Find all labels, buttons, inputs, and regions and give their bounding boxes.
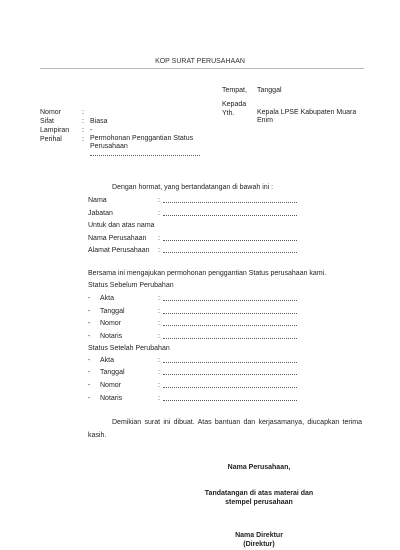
status-field-label: Akta xyxy=(100,294,115,302)
applicant-field-label: Alamat Perusahaan xyxy=(88,246,150,254)
closing-paragraph: Demikian surat ini dibuat. Atas bantuan dan kerjasamanya, diucapkan terima kasih. xyxy=(88,418,362,439)
list-bullet: - xyxy=(88,307,91,315)
letterhead-divider xyxy=(40,68,364,69)
status-field-colon: : xyxy=(158,394,160,402)
letter-number-label: Nomor xyxy=(40,108,62,116)
fill-line xyxy=(163,325,297,326)
applicant-field-row xyxy=(88,221,300,230)
list-bullet: - xyxy=(88,381,91,389)
letter-nature-label: Sifat xyxy=(40,117,55,125)
fill-line xyxy=(163,400,297,401)
list-bullet: - xyxy=(88,368,91,376)
status-before-row xyxy=(88,319,300,328)
letter-attachment-row xyxy=(40,126,215,135)
applicant-field-colon: : xyxy=(158,234,160,242)
applicant-field-row xyxy=(88,234,300,243)
letter-subject-row xyxy=(40,134,215,151)
list-bullet: - xyxy=(88,394,91,402)
recipient-honorific: Yth. xyxy=(222,109,235,117)
status-before-row xyxy=(88,294,300,303)
letter-subject-value: Permohonan Penggantian Status Perusahaan xyxy=(90,134,194,151)
fill-line xyxy=(163,240,297,241)
signature-company: Nama Perusahaan, xyxy=(227,463,291,471)
applicant-field-colon: : xyxy=(158,209,160,217)
date-label: Tanggal xyxy=(257,86,282,94)
applicant-field-row xyxy=(88,246,300,255)
status-field-colon: : xyxy=(158,319,160,327)
recipient-to-label: Kepada xyxy=(222,100,247,108)
letter-nature-colon: : xyxy=(82,117,84,125)
fill-line xyxy=(163,300,297,301)
fill-line xyxy=(163,202,297,203)
letter-nature-row xyxy=(40,117,215,126)
status-field-label: Notaris xyxy=(100,332,123,340)
fill-line xyxy=(163,252,297,253)
status-after-row xyxy=(88,356,300,365)
status-field-colon: : xyxy=(158,294,160,302)
place-label: Tempat, xyxy=(222,86,247,94)
letter-attachment-value: - xyxy=(90,126,93,134)
status-field-colon: : xyxy=(158,332,160,340)
opening-sentence: Dengan hormat, yang bertandatangan di bawah ini : xyxy=(112,183,274,191)
fill-line xyxy=(163,338,297,339)
status-field-label: Tanggal xyxy=(100,307,125,315)
list-bullet: - xyxy=(88,294,91,302)
applicant-field-label: Nama xyxy=(88,196,107,204)
request-sentence: Bersama ini mengajukan permohonan penggantian Status perusahaan kami. xyxy=(88,269,327,277)
fill-line xyxy=(163,374,297,375)
letter-attachment-label: Lampiran xyxy=(40,126,70,134)
status-field-colon: : xyxy=(158,307,160,315)
signature-director-title: (Direktur) xyxy=(243,540,275,548)
status-after-row xyxy=(88,368,300,377)
recipient-name: Kepala LPSE Kabupaten Muara Enim xyxy=(257,108,357,124)
applicant-field-colon: : xyxy=(158,246,160,254)
status-after-row xyxy=(88,394,300,403)
fill-line xyxy=(163,387,297,388)
fill-line xyxy=(163,313,297,314)
status-after-row xyxy=(88,381,300,390)
list-bullet: - xyxy=(88,356,91,364)
status-before-row xyxy=(88,332,300,341)
applicant-field-row xyxy=(88,196,300,205)
status-field-label: Akta xyxy=(100,356,115,364)
status-before-row xyxy=(88,307,300,316)
letter-number-colon: : xyxy=(82,108,84,116)
status-field-label: Tanggal xyxy=(100,368,125,376)
letter-subject-colon: : xyxy=(82,135,84,143)
list-bullet: - xyxy=(88,332,91,340)
subject-fill-line xyxy=(90,155,200,156)
status-field-colon: : xyxy=(158,368,160,376)
signature-note: Tandatangan di atas materai dan stempel perusahaan xyxy=(204,489,314,506)
applicant-field-label: Nama Perusahaan xyxy=(88,234,147,242)
letter-subject-label: Perihal xyxy=(40,135,62,143)
status-field-label: Nomor xyxy=(100,319,122,327)
signature-director-name: Nama Direktur xyxy=(235,531,283,539)
status-after-heading: Status Setelah Perubahan xyxy=(88,344,170,352)
applicant-field-row xyxy=(88,209,300,218)
status-before-heading: Status Sebelum Perubahan xyxy=(88,281,174,289)
letter-nature-value: Biasa xyxy=(90,117,108,125)
applicant-field-label: Untuk dan atas nama xyxy=(88,221,155,229)
fill-line xyxy=(163,362,297,363)
status-field-label: Nomor xyxy=(100,381,122,389)
status-field-label: Notaris xyxy=(100,394,123,402)
applicant-field-label: Jabatan xyxy=(88,209,113,217)
status-field-colon: : xyxy=(158,381,160,389)
letter-attachment-colon: : xyxy=(82,126,84,134)
list-bullet: - xyxy=(88,319,91,327)
letter-number-row xyxy=(40,108,215,117)
status-field-colon: : xyxy=(158,356,160,364)
fill-line xyxy=(163,215,297,216)
letterhead-title: KOP SURAT PERUSAHAAN xyxy=(155,58,245,65)
applicant-field-colon: : xyxy=(158,196,160,204)
